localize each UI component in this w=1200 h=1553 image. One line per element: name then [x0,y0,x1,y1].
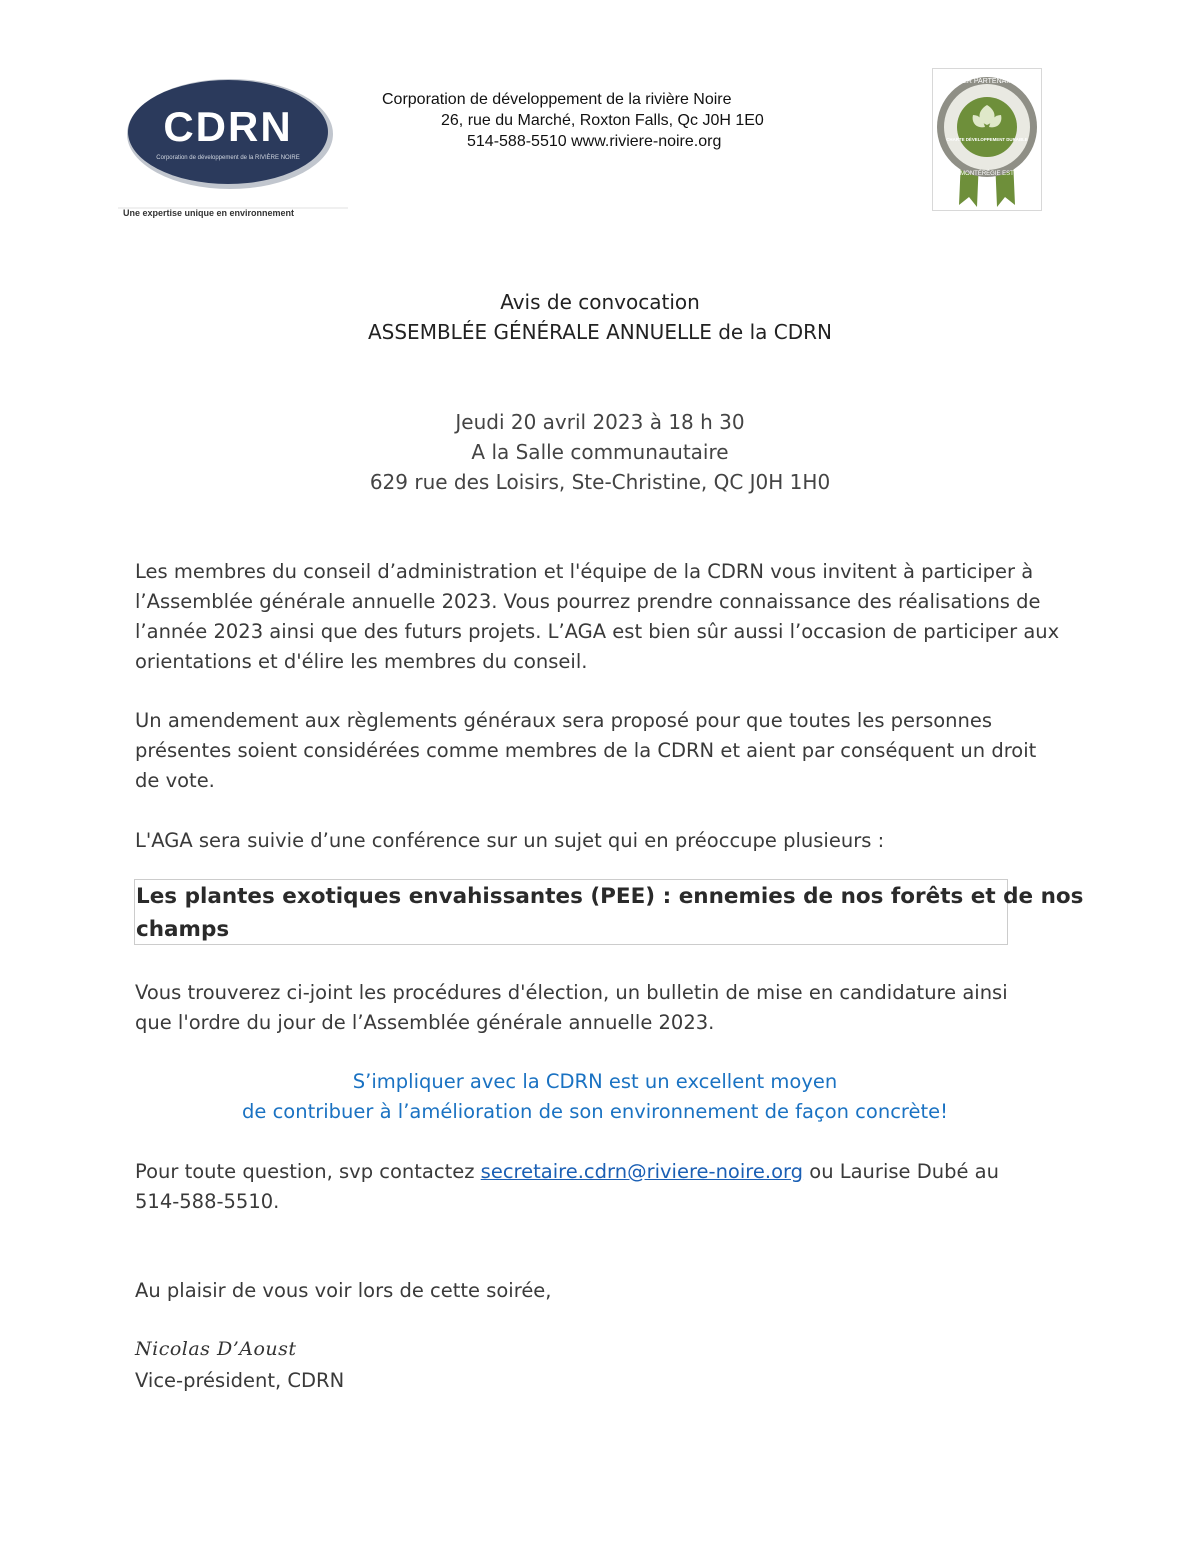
org-contact: 514-588-5510 www.riviere-noire.org [467,133,722,150]
event-address: 629 rue des Loisirs, Ste-Christine, QC J0H 1H0 [369,470,831,494]
text-line: L'AGA sera suivie d’une conférence sur un sujet qui en préoccupe plusieurs : [135,829,885,852]
paragraph-closing [135,1276,1065,1306]
paragraph-invitation [135,557,1065,677]
contact-phone: 514-588-5510. [135,1190,280,1213]
text-line: présentes soient considérées comme membres de la CDRN et aient par conséquent un droit [135,739,1037,762]
conference-title-line: Les plantes exotiques envahissantes (PEE) : ennemies de nos forêts et de nos [136,884,1084,909]
contact-text: Pour toute question, svp contactez [135,1160,481,1183]
text-line [135,1157,1065,1187]
text-line: Au plaisir de vous voir lors de cette soirée, [135,1279,552,1302]
badge-text-center: CHARTE DÉVELOPPEMENT DURABLE [946,137,1028,142]
charter-badge [932,68,1042,211]
call-to-action-line-1: S’impliquer avec la CDRN est un excellent moyen [352,1070,838,1093]
assembly-title: ASSEMBLÉE GÉNÉRALE ANNUELLE de la CDRN [367,320,832,344]
cdrn-logo [118,72,348,222]
text-line: l’Assemblée générale annuelle 2023. Vous pourrez prendre connaissance des réalisations de [135,590,1041,613]
signature: Nicolas D’Aoust [135,1338,297,1360]
event-date: Jeudi 20 avril 2023 à 18 h 30 [455,410,745,434]
text-line: Les membres du conseil d’administration et l'équipe de la CDRN vous invitent à participer à [135,560,1034,583]
logo-tagline: Une expertise unique en environnement [123,208,295,218]
conference-title-line: champs [136,917,230,942]
text-line: orientations et d'élire les membres du conseil. [135,650,588,673]
paragraph-attachments [135,978,1065,1038]
paragraph-conference [135,826,1065,856]
email-link[interactable]: secretaire.cdrn@riviere-noire.org [480,1160,804,1183]
text-line: Vous trouverez ci-joint les procédures d'élection, un bulletin de mise en candidature ainsi [135,981,1008,1004]
org-address: 26, rue du Marché, Roxton Falls, Qc J0H 1E0 [441,112,764,129]
paragraph-amendment [135,706,1065,796]
badge-text-top: FIER PARTENAIRE [956,78,1018,85]
event-place: A la Salle communautaire [471,440,729,464]
logo-subtext: Corporation de développement de la RIVIÈRE NOIRE [156,155,300,161]
notice-title: Avis de convocation [500,290,700,314]
badge-text-bottom: MONTÉRÉGIE EST [960,171,1014,177]
paragraph-contact [135,1157,1065,1217]
conference-title-box [134,879,1084,945]
org-name: Corporation de développement de la rivière Noire [382,91,732,108]
text-line: Un amendement aux règlements généraux sera proposé pour que toutes les personnes [135,709,993,732]
text-line: l’année 2023 ainsi que des futurs projets. L’AGA est bien sûr aussi l’occasion de participer aux [135,620,1060,643]
call-to-action-line-2: de contribuer à l’amélioration de son environnement de façon concrète! [242,1100,948,1123]
signatory-title: Vice-président, CDRN [135,1369,345,1392]
contact-text: ou Laurise Dubé au [803,1160,999,1183]
logo-text: CDRN [163,103,293,150]
text-line: que l'ordre du jour de l’Assemblée générale annuelle 2023. [135,1011,715,1034]
text-line: de vote. [135,769,215,792]
